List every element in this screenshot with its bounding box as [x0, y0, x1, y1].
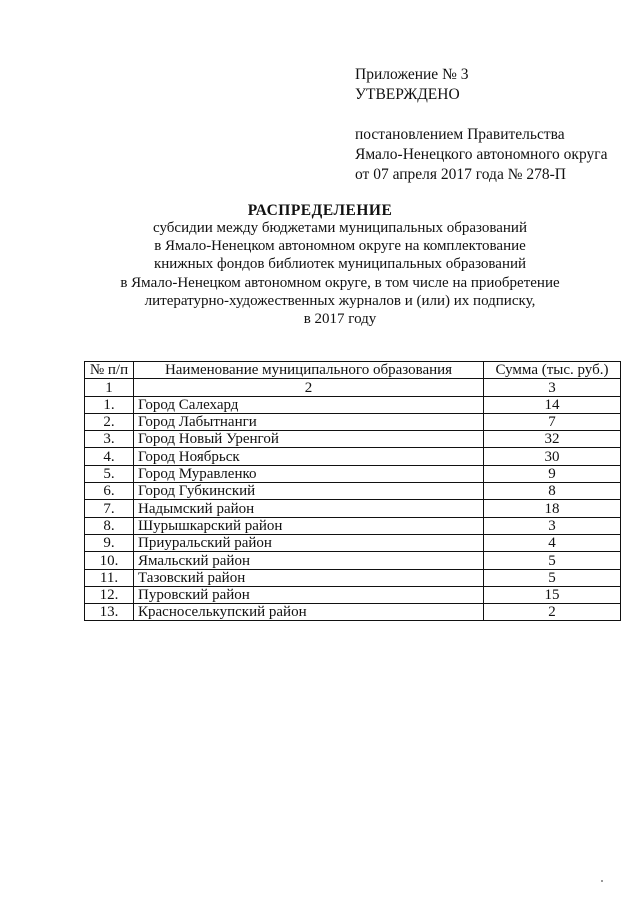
- municipality-name: Приуральский район: [134, 534, 484, 551]
- document-title: РАСПРЕДЕЛЕНИЕ: [247, 202, 393, 219]
- table-row: [85, 448, 621, 465]
- municipality-name: Город Муравленко: [134, 465, 484, 482]
- subsidy-amount: 15: [484, 586, 621, 603]
- subsidy-amount: 5: [484, 569, 621, 586]
- subsidy-amount: 30: [484, 448, 621, 465]
- approved-label: УТВЕРЖДЕНО: [355, 86, 460, 103]
- subtitle-line: книжных фондов библиотек муниципальных образований: [153, 256, 527, 273]
- subsidy-amount: 18: [484, 500, 621, 517]
- table-row: [85, 413, 621, 430]
- row-number: 9.: [85, 534, 134, 551]
- table-row: [85, 552, 621, 569]
- table-row: [85, 483, 621, 500]
- table-header-row: [85, 362, 621, 379]
- subsidy-amount: 5: [484, 552, 621, 569]
- subsidy-amount: 9: [484, 465, 621, 482]
- subsidy-amount: 14: [484, 396, 621, 413]
- table-row: [85, 586, 621, 603]
- row-number: 13.: [85, 604, 134, 621]
- row-number: 4.: [85, 448, 134, 465]
- subtitle-line: в 2017 году: [303, 311, 377, 328]
- document-subtitle: [60, 219, 620, 328]
- row-number: 11.: [85, 569, 134, 586]
- row-number: 2.: [85, 413, 134, 430]
- row-number: 5.: [85, 465, 134, 482]
- header-name: Наименование муниципального образования: [134, 362, 484, 379]
- approval-header: [355, 65, 607, 185]
- municipality-name: Город Ноябрьск: [134, 448, 484, 465]
- table-row: [85, 396, 621, 413]
- municipality-name: Пуровский район: [134, 586, 484, 603]
- row-number: 10.: [85, 552, 134, 569]
- subsidy-amount: 4: [484, 534, 621, 551]
- subtitle-line: литературно-художественных журналов и (или) их подписку,: [144, 292, 536, 309]
- subtitle-line: в Ямало-Ненецком автономном округе, в том числе на приобретение: [120, 274, 560, 291]
- subsidy-amount: 3: [484, 517, 621, 534]
- subsidy-amount: 7: [484, 413, 621, 430]
- table-row: [85, 431, 621, 448]
- decree-line-2: Ямало-Ненецкого автономного округа: [355, 146, 608, 163]
- row-number: 6.: [85, 483, 134, 500]
- municipality-name: Город Салехард: [134, 396, 484, 413]
- table-row: [85, 604, 621, 621]
- row-number: 8.: [85, 517, 134, 534]
- municipality-name: Красноселькупский район: [134, 604, 484, 621]
- subtitle-line: субсидии между бюджетами муниципальных образований: [153, 220, 527, 236]
- table-row: [85, 500, 621, 517]
- municipality-name: Тазовский район: [134, 569, 484, 586]
- column-number-row: [85, 379, 621, 396]
- municipality-name: Шурышкарский район: [134, 517, 484, 534]
- table-row: [85, 534, 621, 551]
- subsidy-amount: 32: [484, 431, 621, 448]
- row-number: 1.: [85, 396, 134, 413]
- table-row: [85, 569, 621, 586]
- municipality-name: Город Губкинский: [134, 483, 484, 500]
- decree-line-1: постановлением Правительства: [355, 126, 565, 143]
- municipality-name: Город Лабытнанги: [134, 413, 484, 430]
- subsidy-amount: 8: [484, 483, 621, 500]
- decree-line-3: от 07 апреля 2017 года № 278-П: [355, 166, 566, 183]
- municipality-name: Надымский район: [134, 500, 484, 517]
- distribution-table: [84, 361, 621, 621]
- subtitle-line: в Ямало-Ненецком автономном округе на комплектование: [154, 238, 526, 255]
- header-number: № п/п: [85, 362, 134, 379]
- subsidy-amount: 2: [484, 604, 621, 621]
- table-row: [85, 465, 621, 482]
- municipality-name: Город Новый Уренгой: [134, 431, 484, 448]
- row-number: 3.: [85, 431, 134, 448]
- row-number: 12.: [85, 586, 134, 603]
- municipality-name: Ямальский район: [134, 552, 484, 569]
- column-number: 3: [484, 379, 621, 396]
- header-sum: Сумма (тыс. руб.): [484, 362, 621, 379]
- appendix-label: Приложение № 3: [355, 66, 469, 83]
- scan-speck: [601, 880, 603, 882]
- table-row: [85, 517, 621, 534]
- row-number: 7.: [85, 500, 134, 517]
- column-number: 2: [134, 379, 484, 396]
- column-number: 1: [85, 379, 134, 396]
